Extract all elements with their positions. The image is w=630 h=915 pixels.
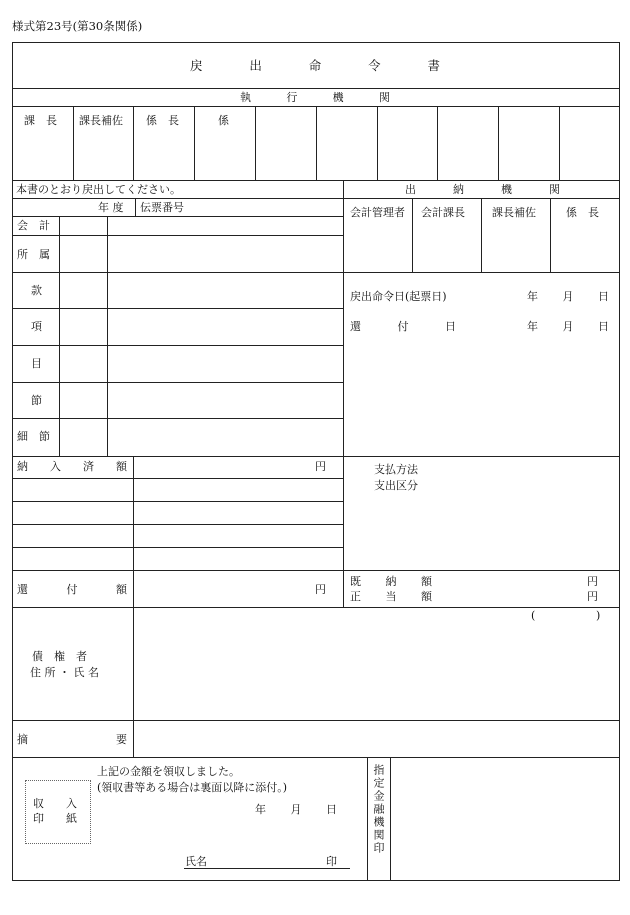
char: 納: [385, 575, 397, 588]
expense-category-label: 支出区分: [374, 479, 418, 492]
budget-label-kan: 款: [31, 284, 42, 297]
rule: [12, 418, 343, 419]
frame-left: [12, 42, 13, 880]
unit-month: 月: [290, 803, 302, 816]
unit-year: 年: [527, 320, 538, 333]
char: 既: [350, 575, 361, 588]
budget-label-moku: 目: [31, 357, 42, 370]
vline: [133, 106, 134, 180]
exec-role-chief: 係 長: [146, 114, 179, 127]
char: 摘: [17, 733, 28, 746]
rule: [12, 382, 343, 383]
exec-role-deputy: 課長補佐: [79, 114, 123, 127]
title-char: 令: [368, 58, 381, 73]
char: 還: [17, 583, 28, 596]
char: 済: [83, 460, 94, 473]
char: 付: [66, 583, 78, 596]
frame-bottom: [12, 880, 620, 881]
receipt-date-units: [255, 803, 337, 816]
unit-day: 日: [326, 803, 337, 816]
vline: [133, 456, 134, 757]
char: 関: [378, 91, 390, 104]
paren-close: ): [596, 609, 601, 622]
unit-day: 日: [598, 320, 609, 333]
vline: [412, 198, 413, 272]
pay-role-chief: 係 長: [566, 206, 599, 219]
rule: [12, 198, 343, 199]
exec-role-manager: 課 長: [24, 114, 57, 127]
char: 要: [116, 733, 127, 746]
payment-method-label: 支払方法: [374, 463, 418, 476]
char: 出: [405, 183, 416, 196]
request-text: 本書のとおり戻出してください。: [16, 183, 181, 196]
unit-month: 月: [562, 320, 574, 333]
paren-open: (: [531, 609, 536, 622]
fiscal-year-label: 年 度: [98, 201, 124, 214]
rule: [12, 607, 620, 608]
rule: [12, 720, 620, 721]
char: 納: [17, 460, 28, 473]
rule: [12, 88, 620, 89]
already-paid-yen: 円: [587, 575, 598, 588]
payment-agency-header: [405, 183, 560, 196]
char: 納: [453, 183, 464, 196]
order-date-units: [527, 290, 609, 303]
rule: [343, 272, 620, 273]
char: 当: [385, 590, 397, 603]
name-label: 氏名: [185, 855, 207, 868]
vline: [377, 106, 378, 180]
form-title: [190, 59, 440, 72]
vline: [194, 106, 195, 180]
rule: [12, 501, 343, 502]
rule: [12, 216, 343, 217]
rule: [12, 180, 620, 181]
title-char: 戻: [190, 58, 203, 73]
rule: [12, 235, 343, 236]
pay-role-accountant: 会計管理者: [350, 206, 405, 219]
char: 額: [116, 583, 127, 596]
budget-label-department: 所 属: [17, 248, 50, 261]
vline: [559, 106, 560, 180]
vline: [437, 106, 438, 180]
frame-right: [619, 42, 620, 880]
creditor-address-name-label: 住 所 ・ 氏 名: [30, 666, 99, 679]
pay-role-deputy: 課長補佐: [492, 206, 536, 219]
already-paid-label: [350, 575, 432, 588]
char: 日: [445, 320, 456, 333]
budget-label-kou: 項: [31, 320, 42, 333]
refund-date-label: [350, 320, 456, 333]
center-divider: [343, 180, 344, 607]
rule: [12, 308, 343, 309]
char: 行: [286, 91, 298, 104]
unit-month: 月: [562, 290, 574, 303]
stamp-label-line1: 収 入: [33, 797, 77, 810]
budget-label-setsu: 節: [31, 394, 42, 407]
char: 入: [50, 460, 61, 473]
refund-date-units: [527, 320, 609, 333]
rule: [12, 570, 620, 571]
unit-day: 日: [598, 290, 609, 303]
vline: [135, 198, 136, 216]
receipt-line2: (領収書等ある場合は裏面以降に添付。): [97, 781, 288, 794]
slip-number-label: 伝票番号: [140, 201, 184, 214]
correct-amount-yen: 円: [587, 590, 598, 603]
signature-underline: [184, 868, 350, 869]
order-date-label: 戻出命令日(起票日): [350, 290, 447, 303]
unit-year: 年: [527, 290, 538, 303]
vline: [316, 106, 317, 180]
rule: [12, 272, 343, 273]
char: 額: [421, 590, 432, 603]
vline: [107, 216, 108, 456]
pay-role-section-chief: 会計課長: [421, 206, 465, 219]
seal-label: 印: [326, 855, 337, 868]
char: 関: [549, 183, 560, 196]
receipt-line1: 上記の金額を領収しました。: [97, 765, 240, 778]
vline: [255, 106, 256, 180]
vline: [550, 198, 551, 272]
form-number: 様式第23号(第30条関係): [12, 19, 143, 33]
rule: [12, 456, 620, 457]
paid-amount-yen: 円: [315, 460, 326, 473]
rule: [12, 757, 620, 758]
rule: [12, 547, 343, 548]
budget-label-saisetsu: 細 節: [17, 430, 50, 443]
execution-agency-header: [240, 91, 390, 104]
char: 機: [501, 183, 512, 196]
char: 正: [350, 590, 361, 603]
vline: [59, 216, 60, 456]
vline: [498, 106, 499, 180]
title-char: 出: [249, 58, 262, 73]
char: 執: [240, 91, 251, 104]
char: 還: [350, 320, 361, 333]
char: 機: [332, 91, 344, 104]
char: 額: [116, 460, 127, 473]
frame-top: [12, 42, 620, 43]
rule: [12, 345, 343, 346]
char: 付: [397, 320, 409, 333]
summary-label: [17, 733, 127, 746]
budget-label-account: 会 計: [17, 219, 50, 232]
unit-year: 年: [255, 803, 266, 816]
rule: [12, 524, 343, 525]
exec-role-staff: 係: [218, 114, 229, 127]
stamp-label-line2: 印 紙: [33, 812, 77, 825]
char: 額: [421, 575, 432, 588]
vline: [367, 757, 368, 880]
vline: [73, 106, 74, 180]
title-char: 命: [308, 58, 322, 73]
vline: [481, 198, 482, 272]
paid-amount-label: [17, 460, 127, 473]
rule: [12, 478, 343, 479]
vline: [390, 757, 391, 880]
correct-amount-label: [350, 590, 432, 603]
creditor-label: 債 権 者: [32, 650, 87, 663]
refund-amount-label: [17, 583, 127, 596]
designated-bank-seal-label: 指定金融機関印: [372, 764, 385, 855]
refund-amount-yen: 円: [315, 583, 326, 596]
title-char: 書: [427, 58, 440, 73]
